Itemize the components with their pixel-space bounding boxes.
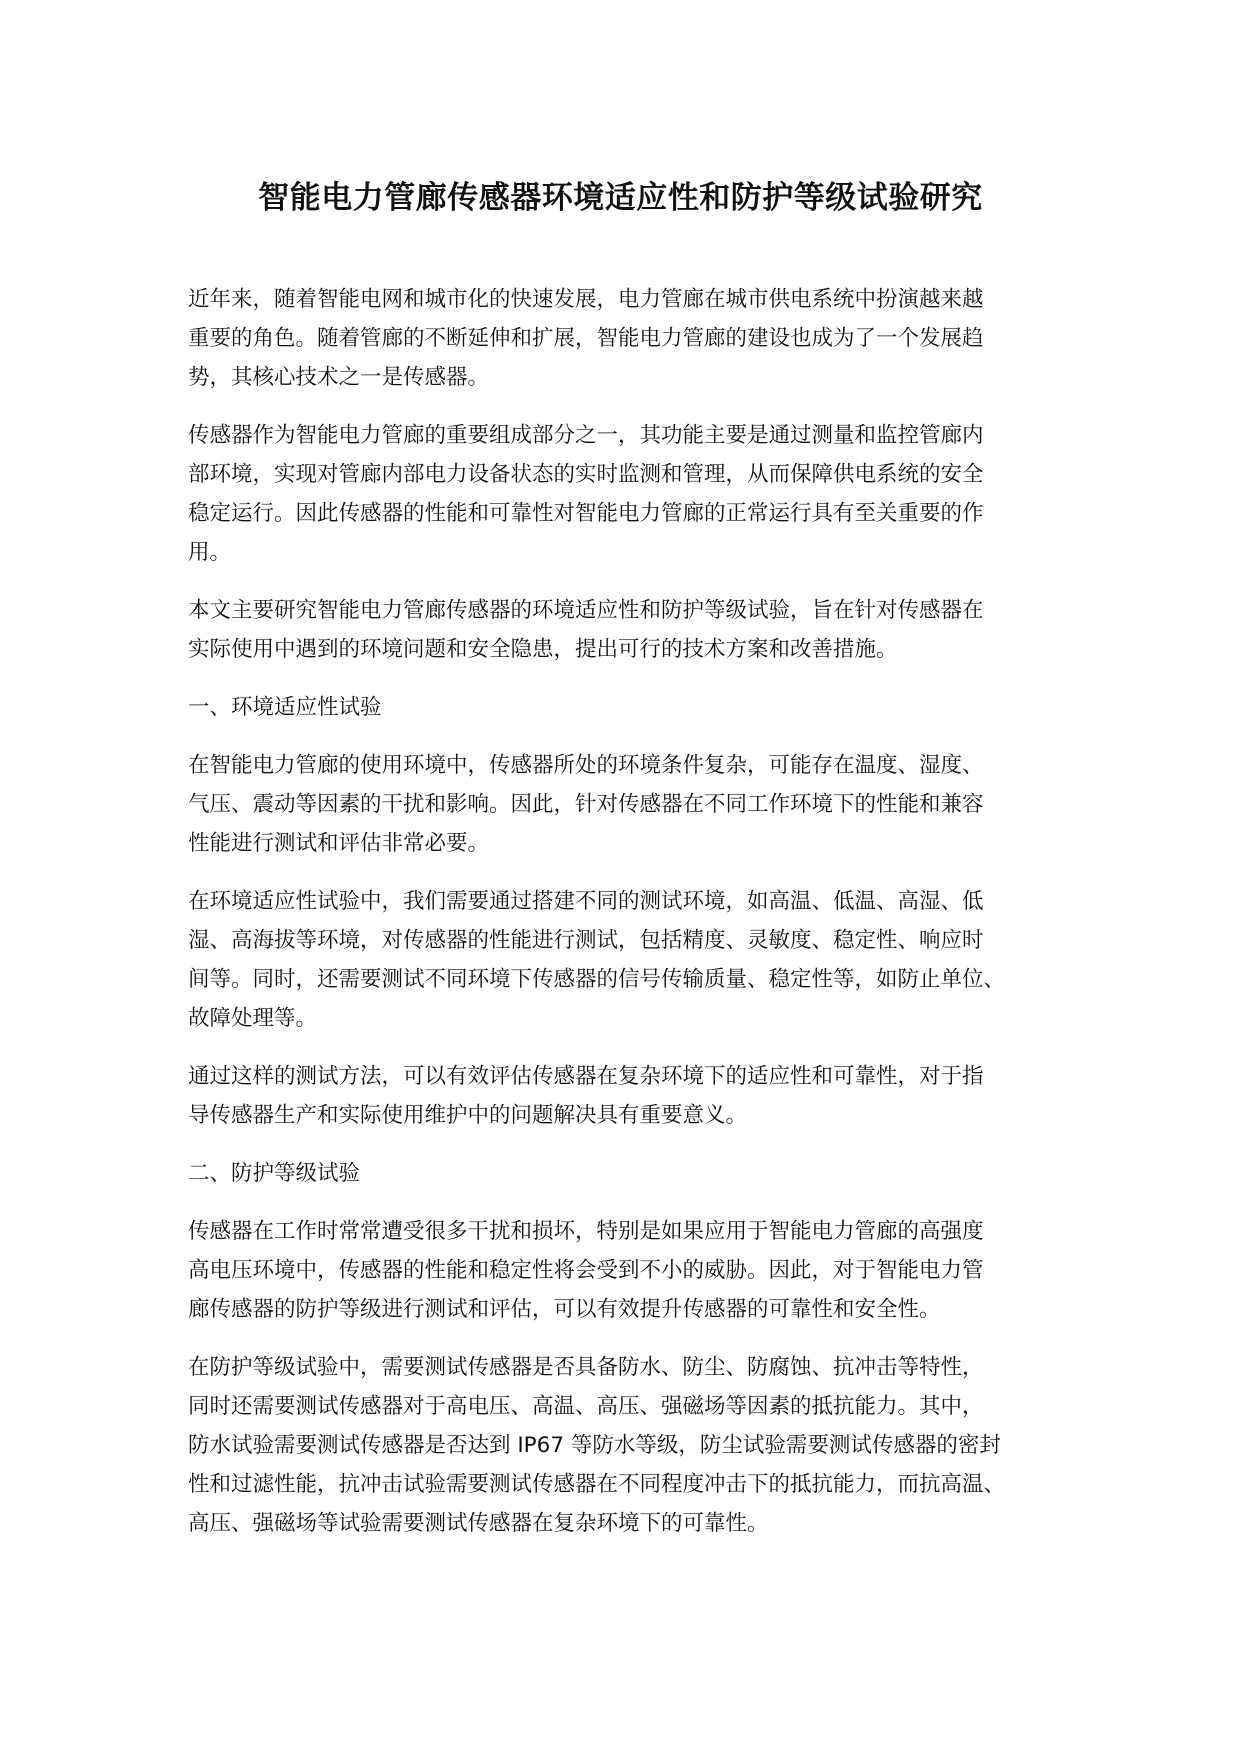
text-line: 实际使用中遇到的环境问题和安全隐患，提出可行的技术方案和改善措施。 [188,637,898,662]
text-line: 湿、高海拔等环境，对传感器的性能进行测试，包括精度、灵敏度、稳定性、响应时 [188,928,984,953]
text-line: 同时还需要测试传感器对于高电压、高温、高压、强磁场等因素的抵抗能力。其中， [188,1394,984,1419]
text-line: 间等。同时，还需要测试不同环境下传感器的信号传输质量、稳定性等，如防止单位、 [188,967,1006,992]
text-line: 防水试验需要测试传感器是否达到 IP67 等防水等级，防尘试验需要测试传感器的密封 [188,1433,1001,1458]
paragraph [188,1348,1068,1543]
paragraph [188,1057,1068,1135]
text-line: 传感器在工作时常常遭受很多干扰和损坏，特别是如果应用于智能电力管廊的高强度 [188,1219,984,1244]
text-line: 在智能电力管廊的使用环境中，传感器所处的环境条件复杂，可能存在温度、湿度、 [188,753,984,778]
section-heading [188,688,1068,727]
paragraph [188,1212,1068,1329]
text-line: 稳定运行。因此传感器的性能和可靠性对智能电力管廊的正常运行具有至关重要的作 [188,501,984,526]
text-line: 故障处理等。 [188,1006,318,1031]
text-line: 廊传感器的防护等级进行测试和评估，可以有效提升传感器的可靠性和安全性。 [188,1297,941,1322]
text-line: 部环境，实现对管廊内部电力设备状态的实时监测和管理，从而保障供电系统的安全 [188,462,984,487]
text-line: 传感器作为智能电力管廊的重要组成部分之一，其功能主要是通过测量和监控管廊内 [188,423,984,448]
text-line: 导传感器生产和实际使用维护中的问题解决具有重要意义。 [188,1103,748,1128]
text-line: 势，其核心技术之一是传感器。 [188,365,490,390]
document-title: 智能电力管廊传感器环境适应性和防护等级试验研究 [258,180,983,216]
text-line: 性和过滤性能，抗冲击试验需要测试传感器在不同程度冲击下的抵抗能力，而抗高温、 [188,1472,1006,1497]
paragraph [188,882,1068,1038]
text-line: 性能进行测试和评估非常必要。 [188,831,490,856]
section-heading [188,1154,1068,1193]
text-line: 在防护等级试验中，需要测试传感器是否具备防水、防尘、防腐蚀、抗冲击等特性， [188,1355,984,1380]
text-line: 用。 [188,540,232,565]
text-line: 一、环境适应性试验 [188,695,382,720]
text-line: 气压、震动等因素的干扰和影响。因此，针对传感器在不同工作环境下的性能和兼容 [188,792,984,817]
text-line: 高压、强磁场等试验需要测试传感器在复杂环境下的可靠性。 [188,1511,769,1536]
text-line: 高电压环境中，传感器的性能和稳定性将会受到不小的威胁。因此，对于智能电力管 [188,1258,984,1283]
text-line: 通过这样的测试方法，可以有效评估传感器在复杂环境下的适应性和可靠性，对于指 [188,1064,984,1089]
paragraph [188,280,1068,397]
paragraph [188,746,1068,863]
paragraph [188,591,1068,669]
text-line: 二、防护等级试验 [188,1161,361,1186]
text-line: 重要的角色。随着管廊的不断延伸和扩展，智能电力管廊的建设也成为了一个发展趋 [188,326,984,351]
text-line: 近年来，随着智能电网和城市化的快速发展，电力管廊在城市供电系统中扮演越来越 [188,287,984,312]
document-body [188,280,1068,1562]
text-line: 本文主要研究智能电力管廊传感器的环境适应性和防护等级试验，旨在针对传感器在 [188,598,984,623]
text-line: 在环境适应性试验中，我们需要通过搭建不同的测试环境，如高温、低温、高湿、低 [188,889,984,914]
paragraph [188,416,1068,572]
